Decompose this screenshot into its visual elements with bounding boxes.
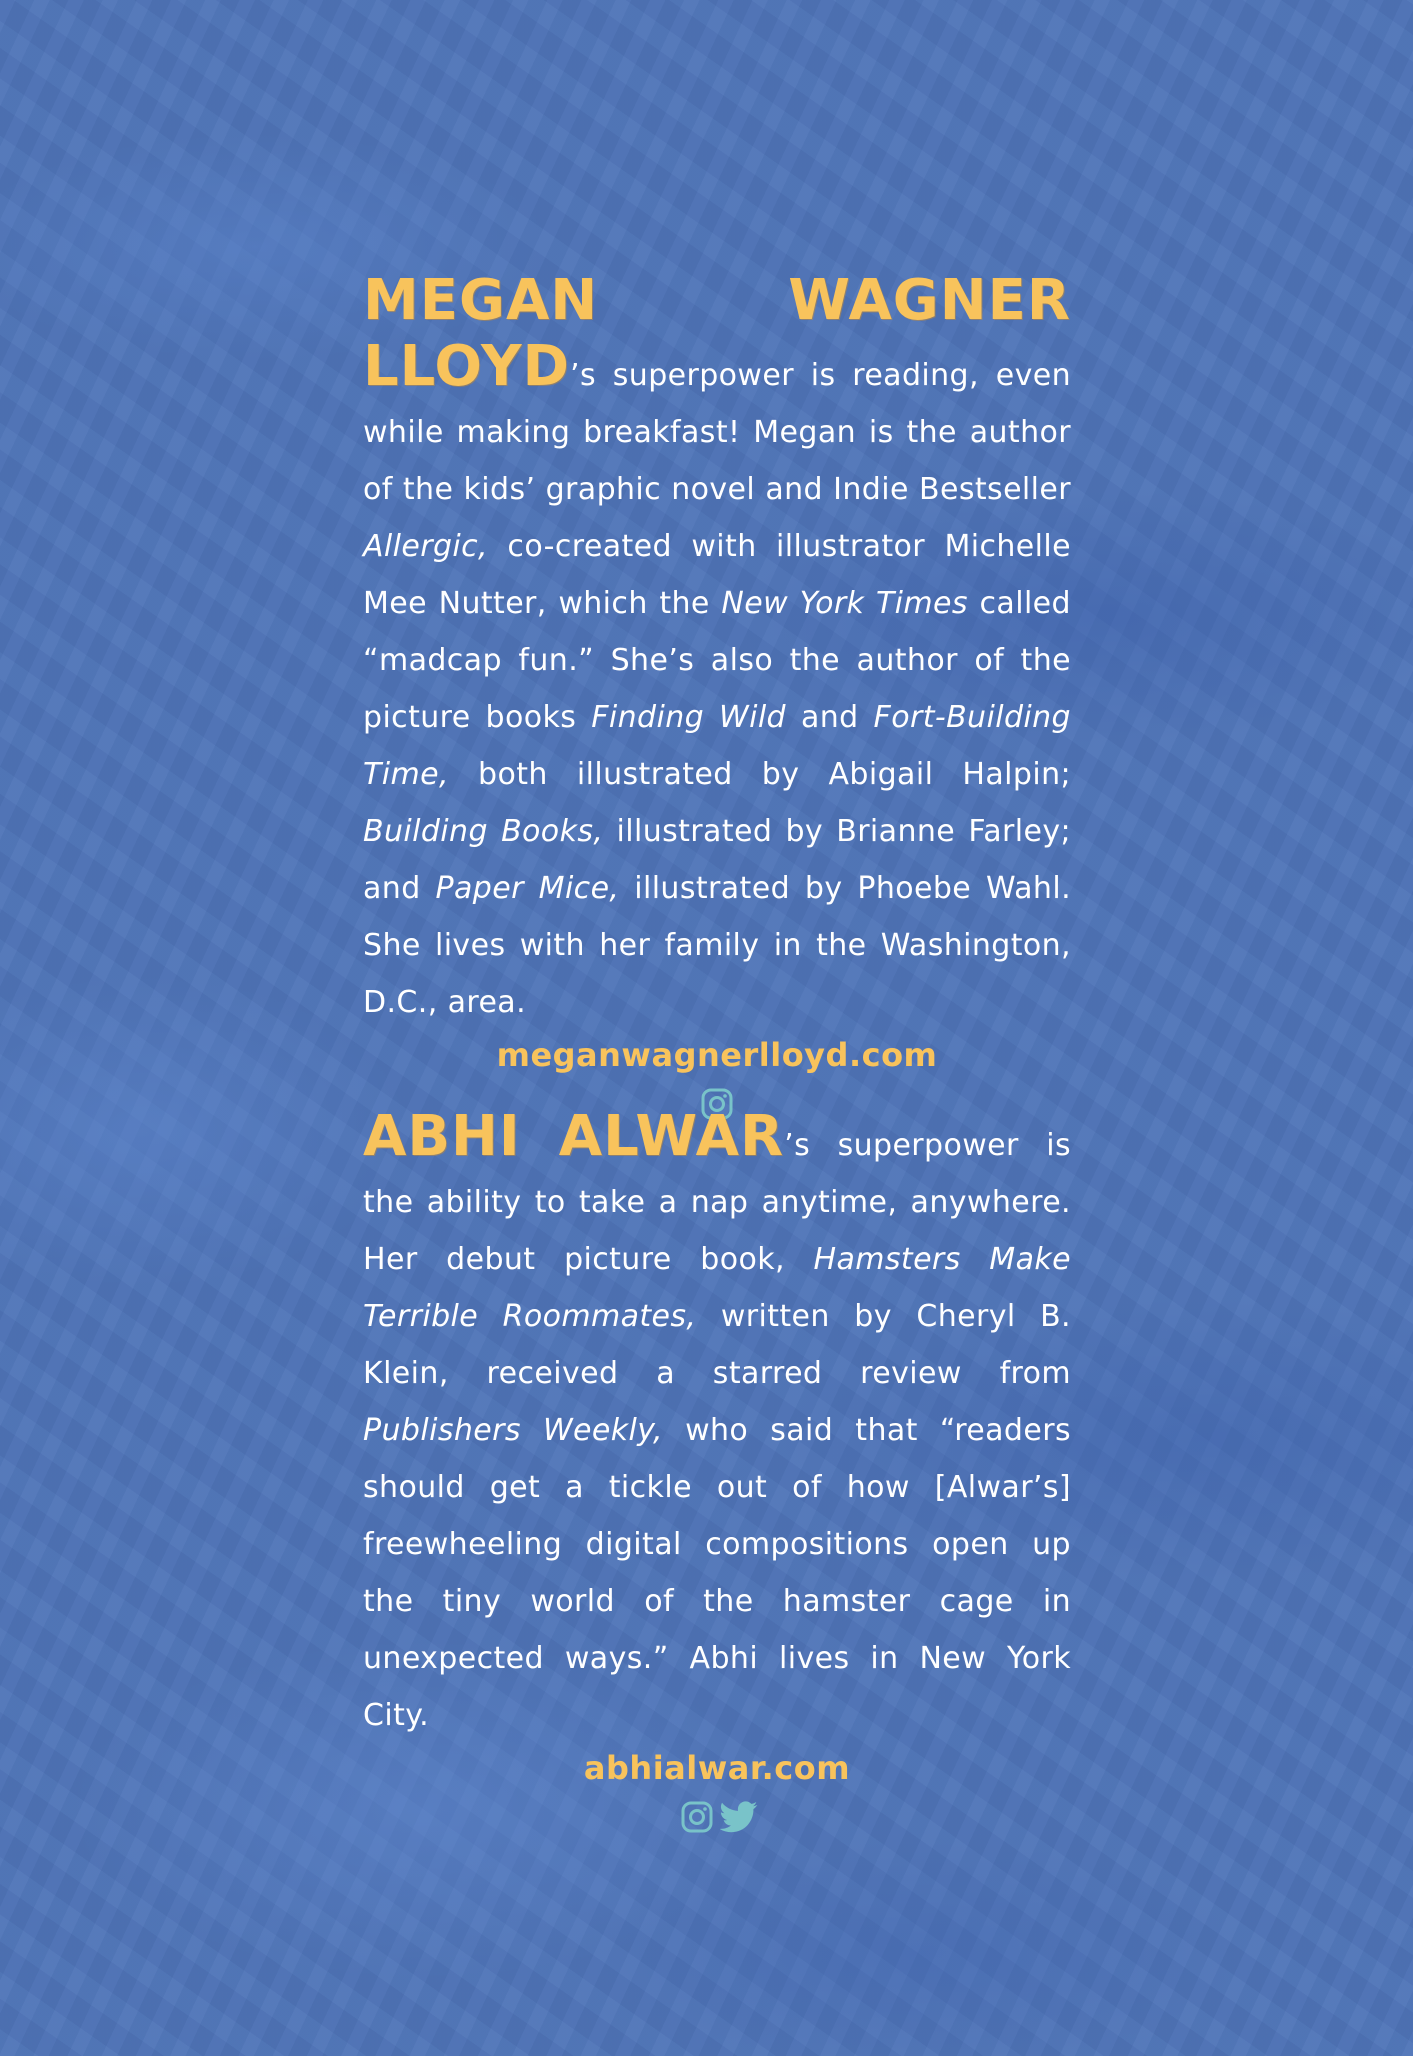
illustrator-website-link[interactable]: abhialwar.com (583, 1749, 851, 1787)
publication-title: New York Times (721, 586, 968, 621)
author-website-link[interactable]: meganwagnerlloyd.com (496, 1036, 938, 1074)
author-bio-megan (363, 268, 1072, 1121)
illustrator-bio-text (363, 1104, 1071, 1744)
bio-text-segment: ’s superpower is the ability to take a nap anytime, anywhere. Her debut picture book, (363, 1128, 1071, 1277)
illustrator-bio-abhi (363, 1104, 1071, 1834)
publication-title: Publishers Weekly, (363, 1413, 663, 1448)
bio-text-segment: called “madcap fun.” She’s also the author of the picture books (363, 586, 1071, 735)
book-title: Allergic, (363, 529, 488, 564)
book-title: Fort-Building Time, (363, 700, 1071, 792)
book-title: Building Books, (363, 814, 604, 849)
bio-text-segment: co-created with illustrator Michelle Mee Nutter, which the (363, 529, 1071, 621)
bio-text-segment: and (786, 700, 874, 735)
bio-text-segment: ’s superpower is reading, even while making breakfast! Megan is the author of the kids’ graphic novel and Indie Bestseller (363, 358, 1071, 507)
illustrator-name: ABHI ALWAR (363, 1104, 785, 1169)
book-title: Paper Mice, (435, 871, 620, 906)
book-title: Finding Wild (591, 700, 786, 735)
bio-text-segment: who said that “readers should get a tickle out of how [Alwar’s] freewheeling digital compositions open up the tiny world of the hamster cage in unexpected ways.” Abhi lives in New York City. (363, 1413, 1071, 1733)
twitter-icon[interactable] (720, 1800, 754, 1834)
bio-text-segment: illustrated by Phoebe Wahl. She lives with her family in the Washington, D.C., area. (363, 871, 1072, 1020)
book-title: Hamsters Make Terrible Roommates, (363, 1242, 1071, 1334)
bio-text-segment: illustrated by Brianne Farley; and (363, 814, 1071, 906)
social-links (363, 1800, 1071, 1834)
author-name: MEGAN WAGNER LLOYD (363, 268, 1071, 399)
instagram-icon[interactable] (680, 1800, 714, 1834)
bio-text-segment: both illustrated by Abigail Halpin; (448, 757, 1071, 792)
bio-text-segment: written by Cheryl B. Klein, received a starred review from (363, 1299, 1071, 1391)
author-bio-text (363, 268, 1072, 1031)
